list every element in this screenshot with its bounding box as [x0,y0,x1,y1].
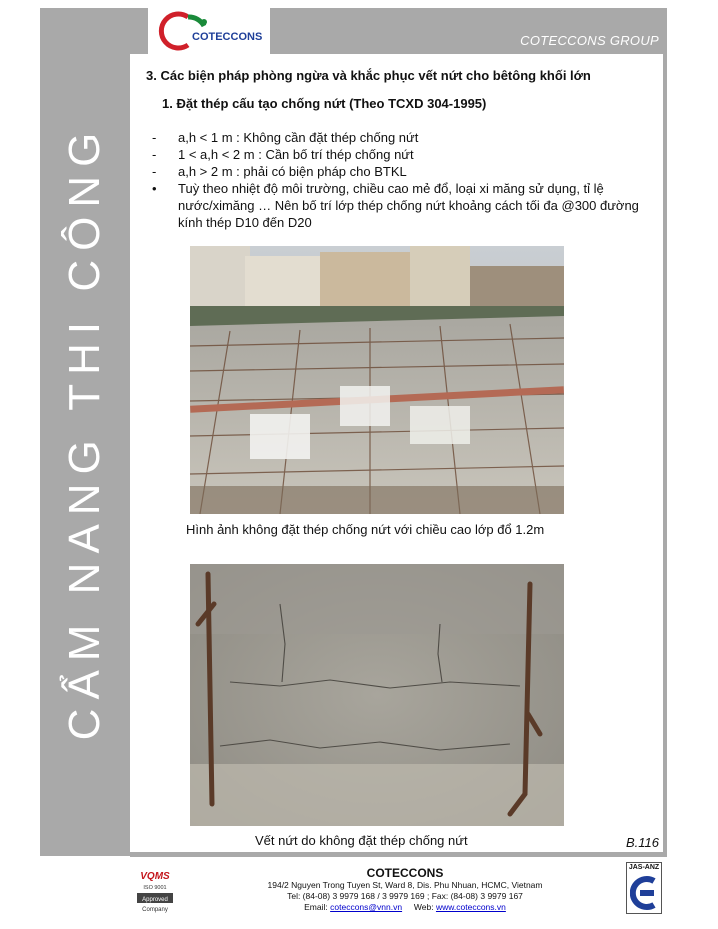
vqms-iso-badge [136,866,174,916]
bullet-list [152,129,652,231]
bullet-text: Tuỳ theo nhiệt độ môi trường, chiều cao mẻ đổ, loại xi măng sử dụng, tỉ lệ nước/ximăng … Nên bố trí lớp thép chống nứt khoảng cách tối đa @300 đường kính thép D10 đến D20 [178,181,639,230]
vqms-text: VQMS [140,871,170,882]
page-number: B.116 [626,835,660,850]
jasanz-badge [626,862,662,914]
company-logo [148,8,270,54]
vqms-iso-text: ISO 9001 [143,885,167,891]
sub-heading: 1. Đặt thép cấu tạo chống nứt (Theo TCXD 304-1995) [162,96,487,111]
bullet-text: 1 < a,h < 2 m : Cần bố trí thép chống nứt [178,147,414,162]
bullet-mark: - [152,130,157,145]
section-heading: 3. Các biện pháp phòng ngừa và khắc phục vết nứt cho bêtông khối lớn [146,68,591,83]
footer-phone: Tel: (84-08) 3 9979 168 / 3 9979 169 ; Fax: (84-08) 3 9979 167 [287,891,523,901]
web-link[interactable]: www.coteccons.vn [435,902,506,912]
sidebar [40,8,130,856]
photo-caption: Vết nứt do không đặt thép chống nứt [255,833,468,848]
list-item [152,146,652,163]
list-item [152,129,652,146]
concrete-crack-photo [190,564,564,826]
web-label: Web: [413,902,434,912]
photo-caption: Hình ảnh không đặt thép chống nứt với chiều cao lớp đổ 1.2m [186,522,545,537]
list-item [152,163,652,180]
group-title: COTECCONS GROUP [520,33,659,48]
bullet-mark: - [152,164,157,179]
bullet-mark: • [152,181,157,196]
bullet-text: a,h < 1 m : Không cần đặt thép chống nứt [178,130,419,145]
vertical-title: CẨM NANG THI CÔNG [60,123,109,741]
bullet-mark: - [152,147,157,162]
footer-links [200,902,610,913]
email-link[interactable]: coteccons@vnn.vn [330,902,403,912]
footer-divider [130,856,667,857]
construction-site-photo [190,246,564,514]
email-label: Email: [304,902,328,912]
list-item [152,180,652,231]
logo-text: COTECCONS [192,31,263,43]
vqms-company-text: Company [142,907,168,913]
bullet-text: a,h > 2 m : phải có biện pháp cho BTKL [178,164,407,179]
vqms-approved-text: Approved [142,897,168,903]
footer-address: 194/2 Nguyen Trong Tuyen St, Ward 8, Dis. Phu Nhuan, HCMC, Vietnam [267,880,543,890]
footer-company-name: COTECCONS [366,866,444,880]
jasanz-label: JAS-ANZ [628,864,660,871]
footer-contact [200,866,610,913]
